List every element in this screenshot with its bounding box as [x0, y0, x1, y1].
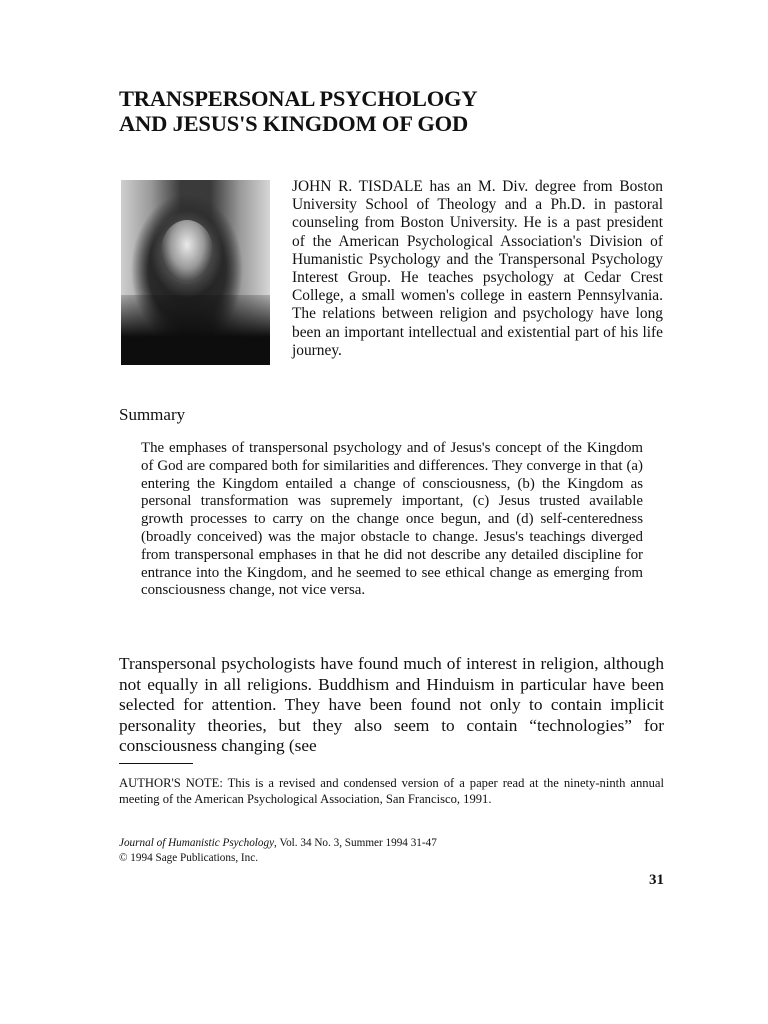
summary-heading: Summary — [119, 405, 186, 424]
author-photo-shoulders — [121, 295, 270, 365]
author-bio: JOHN R. TISDALE has an M. Div. degree from Boston University School of Theology and a Ph.D. in pastoral counseling from Boston University. He is a past president of the American Psychological Association's Division of Humanistic Psychology and the Transpersonal Psychology Interest Group. He teaches psychology at Cedar Crest College, a small women's college in eastern Pennsylvania. The relations between religion and psychology have long been an important intellectual and existential part of his life journey. — [292, 178, 663, 359]
citation-line — [119, 836, 437, 851]
copyright-line: © 1994 Sage Publications, Inc. — [119, 852, 259, 864]
citation-details: , Vol. 34 No. 3, Summer 1994 31-47 — [274, 837, 437, 849]
footnote-divider — [119, 763, 193, 764]
body-paragraph: Transpersonal psychologists have found much of interest in religion, although not equally in all religions. Buddhism and Hinduism in particular have been selected for attention. They have been found not only to contain implicit personality theories, but they also seem to contain “technologies” for consciousness changing (see — [119, 654, 664, 756]
page-number: 31 — [649, 872, 664, 888]
author-note: AUTHOR'S NOTE: This is a revised and condensed version of a paper read at the ninety-ninth annual meeting of the American Psychological Association, San Francisco, 1991. — [119, 776, 664, 806]
summary-text: The emphases of transpersonal psychology and of Jesus's concept of the Kingdom of God are compared both for similarities and differences. They converge in that (a) entering the Kingdom entailed a change of consciousness, (b) the Kingdom as personal transformation was supremely important, (c) Jesus trusted available growth processes to carry on the change once begun, and (d) self-centeredness (broadly conceived) was the major obstacle to change. Jesus's teachings diverged from transpersonal emphases in that he did not describe any detailed discipline for entrance into the Kingdom, and he seemed to see ethical change as emerging from consciousness change, not vice versa. — [141, 440, 643, 599]
journal-citation — [119, 836, 437, 866]
article-title-line-2: AND JESUS'S KINGDOM OF GOD — [119, 111, 468, 136]
article-title-line-1: TRANSPERSONAL PSYCHOLOGY — [119, 86, 478, 111]
article-title — [119, 86, 679, 136]
author-photo — [121, 180, 270, 365]
journal-name: Journal of Humanistic Psychology — [119, 837, 275, 849]
author-photo-face — [161, 220, 213, 282]
